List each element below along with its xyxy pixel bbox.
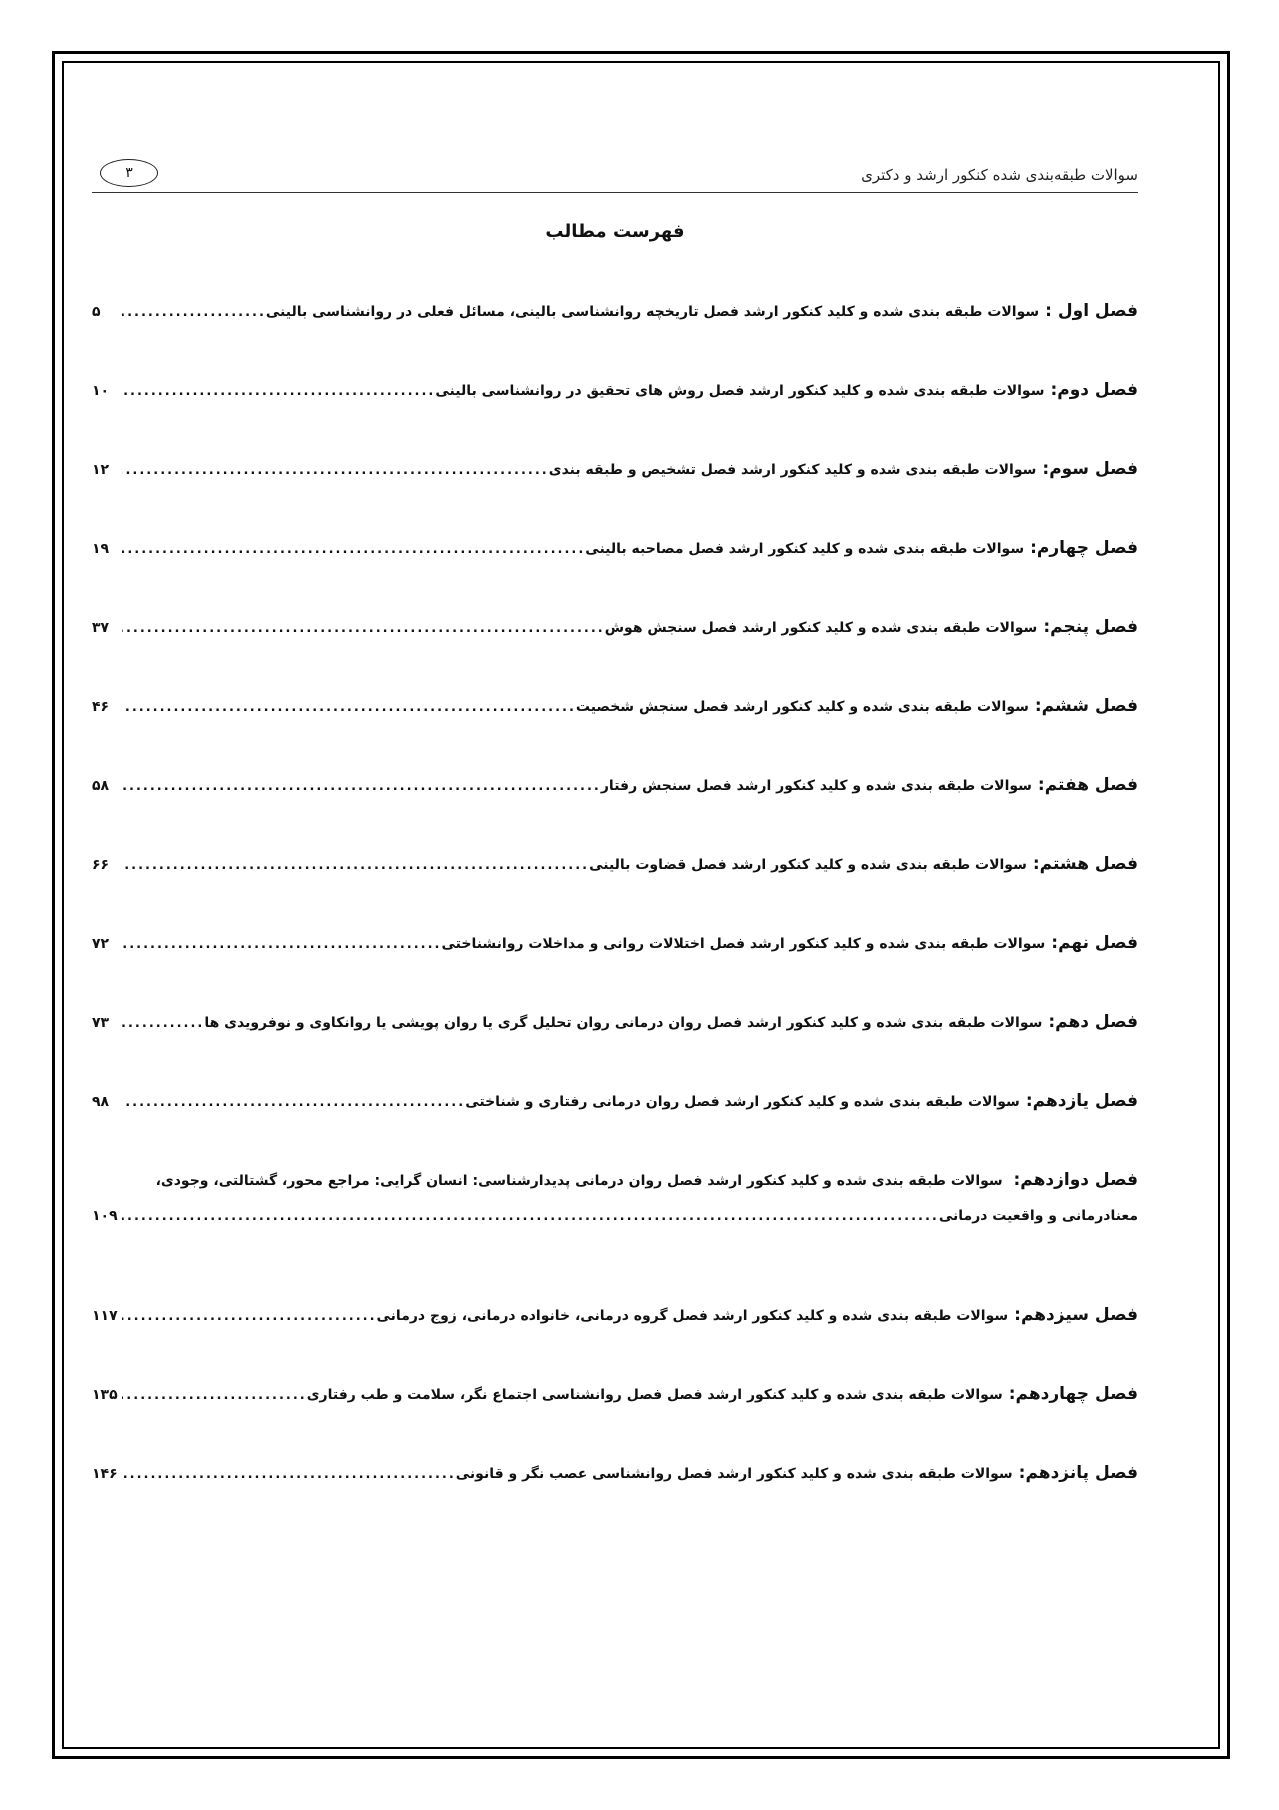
toc-entry[interactable]: [92, 775, 1138, 795]
toc-entry-title: سوالات طبقه بندی شده و کلید کنکور ارشد فصل روان درمانی رفتاری و شناختی: [465, 1094, 1020, 1110]
toc-leader-dots: [122, 384, 435, 399]
toc-entry-title: سوالات طبقه بندی شده و کلید کنکور ارشد فصل روان درمانی پدیدارشناسی: انسان گرایی: مراجع محور، گشتالتی، وجودی،: [155, 1173, 1003, 1189]
toc-page-number: ۴۶: [92, 699, 110, 715]
toc-entry-title: سوالات طبقه بندی شده و کلید کنکور ارشد فصل سنجش هوش: [604, 620, 1038, 636]
toc-entry[interactable]: [92, 617, 1138, 637]
toc-chapter-label: فصل دهم:: [1048, 1012, 1138, 1032]
toc-chapter-label: فصل یازدهم:: [1025, 1091, 1138, 1111]
toc-entry[interactable]: [92, 1170, 1138, 1230]
toc-leader-dots: [122, 621, 605, 636]
toc-entry[interactable]: [92, 380, 1138, 400]
toc-chapter-label: فصل سوم:: [1042, 459, 1138, 479]
page-number-badge: ۳: [100, 159, 158, 187]
toc-leader-dots: [122, 1209, 939, 1224]
toc-leader-dots: [122, 858, 589, 873]
toc-chapter-label: فصل پنجم:: [1043, 617, 1138, 637]
toc-page-number: ۷۳: [92, 1015, 110, 1031]
toc-page-number: ۱۰: [92, 383, 110, 399]
toc-entry-title: سوالات طبقه بندی شده و کلید کنکور ارشد فصل اختلالات روانی و مداخلات روانشناختی: [441, 936, 1046, 952]
toc-title: فهرست مطالب: [545, 221, 685, 242]
toc-page-number: ۵: [92, 304, 101, 320]
toc-page-number: ۱۳۵: [92, 1387, 118, 1403]
toc-entry-title: سوالات طبقه بندی شده و کلید کنکور ارشد فصل سنجش شخصیت: [575, 699, 1029, 715]
toc-entry[interactable]: [92, 1463, 1138, 1483]
toc-entry-title: سوالات طبقه بندی شده و کلید کنکور ارشد فصل گروه درمانی، خانواده درمانی، زوج درمانی: [376, 1308, 1009, 1324]
toc-entry-title: سوالات طبقه بندی شده و کلید کنکور ارشد فصل روان درمانی روان تحلیل گری یا روان پویشی یا روانکاوی و نوفرویدی ها: [204, 1015, 1043, 1031]
toc-entry-title: سوالات طبقه بندی شده و کلید کنکور ارشد فصل سنجش رفتار: [600, 778, 1032, 794]
toc-entry-title: سوالات طبقه بندی شده و کلید کنکور ارشد فصل فصل روانشناسی اجتماع نگر، سلامت و طب رفتاری: [306, 1387, 1003, 1403]
toc-leader-dots: [122, 779, 601, 794]
toc-page-number: ۱۱۷: [92, 1308, 118, 1324]
toc-chapter-label: فصل اول :: [1045, 301, 1138, 321]
toc-entry-title: سوالات طبقه بندی شده و کلید کنکور ارشد فصل تشخیص و طبقه بندی: [548, 462, 1037, 478]
toc-leader-dots: [122, 1309, 377, 1324]
toc-page-number: ۵۸: [92, 778, 110, 794]
toc-leader-dots: [122, 937, 441, 952]
page-header: [92, 155, 1138, 193]
toc-entry[interactable]: [92, 459, 1138, 479]
toc-chapter-label: فصل هشتم:: [1032, 854, 1138, 874]
toc-chapter-label: فصل پانزدهم:: [1018, 1463, 1138, 1483]
toc-entry[interactable]: [92, 1305, 1138, 1325]
toc-chapter-label: فصل نهم:: [1051, 933, 1138, 953]
toc-page-number: ۱۹: [92, 541, 110, 557]
toc-leader-dots: [122, 305, 266, 320]
toc-chapter-label: فصل سیزدهم:: [1014, 1305, 1138, 1325]
toc-entry-title: سوالات طبقه بندی شده و کلید کنکور ارشد فصل مصاحبه بالینی: [585, 541, 1025, 557]
toc-chapter-label: فصل دوم:: [1050, 380, 1138, 400]
toc-entry[interactable]: [92, 1384, 1138, 1404]
toc-entry[interactable]: [92, 854, 1138, 874]
toc-chapter-label: فصل چهارم:: [1030, 538, 1138, 558]
toc-entry[interactable]: [92, 301, 1138, 321]
toc-entry-line2: [92, 1208, 1138, 1224]
toc-leader-dots: [122, 1388, 307, 1403]
toc-leader-dots: [122, 463, 549, 478]
toc-page-number: ۱۲: [92, 462, 110, 478]
toc-chapter-label: فصل چهاردهم:: [1008, 1384, 1138, 1404]
toc-page-number: ۱۴۶: [92, 1466, 118, 1482]
toc-entry[interactable]: [92, 538, 1138, 558]
toc-entry[interactable]: [92, 933, 1138, 953]
toc-entry-title-continued: معنادرمانی و واقعیت درمانی: [938, 1208, 1138, 1224]
toc-page-number: ۶۶: [92, 857, 110, 873]
toc-chapter-label: فصل ششم:: [1034, 696, 1138, 716]
toc-page-number: ۷۲: [92, 936, 110, 952]
toc-entry[interactable]: [92, 1091, 1138, 1111]
toc-page-number: ۹۸: [92, 1094, 110, 1110]
toc-entry-title: سوالات طبقه بندی شده و کلید کنکور ارشد فصل قضاوت بالینی: [589, 857, 1027, 873]
toc-leader-dots: [122, 1016, 204, 1031]
toc-chapter-label: فصل هفتم:: [1037, 775, 1138, 795]
toc-entry[interactable]: [92, 696, 1138, 716]
toc-entry[interactable]: [92, 1012, 1138, 1032]
toc-entry-title: سوالات طبقه بندی شده و کلید کنکور ارشد فصل تاریخچه روانشناسی بالینی، مسائل فعلی در روانشناسی بالینی: [265, 304, 1040, 320]
header-divider: [92, 192, 1138, 193]
toc-entry-line1: [92, 1170, 1138, 1190]
toc-leader-dots: [122, 1095, 465, 1110]
running-header-title: سوالات طبقه‌بندی شده کنکور ارشد و دکتری: [861, 166, 1138, 184]
toc-chapter-label: فصل دوازدهم:: [1013, 1170, 1138, 1190]
toc-leader-dots: [122, 1467, 456, 1482]
toc-page-number: ۳۷: [92, 620, 110, 636]
toc-entry-title: سوالات طبقه بندی شده و کلید کنکور ارشد فصل روانشناسی عصب نگر و قانونی: [455, 1466, 1013, 1482]
toc-entry-title: سوالات طبقه بندی شده و کلید کنکور ارشد فصل روش های تحقیق در روانشناسی بالینی: [435, 383, 1045, 399]
toc-leader-dots: [122, 700, 576, 715]
toc-page-number: ۱۰۹: [92, 1208, 118, 1224]
toc-leader-dots: [122, 542, 585, 557]
